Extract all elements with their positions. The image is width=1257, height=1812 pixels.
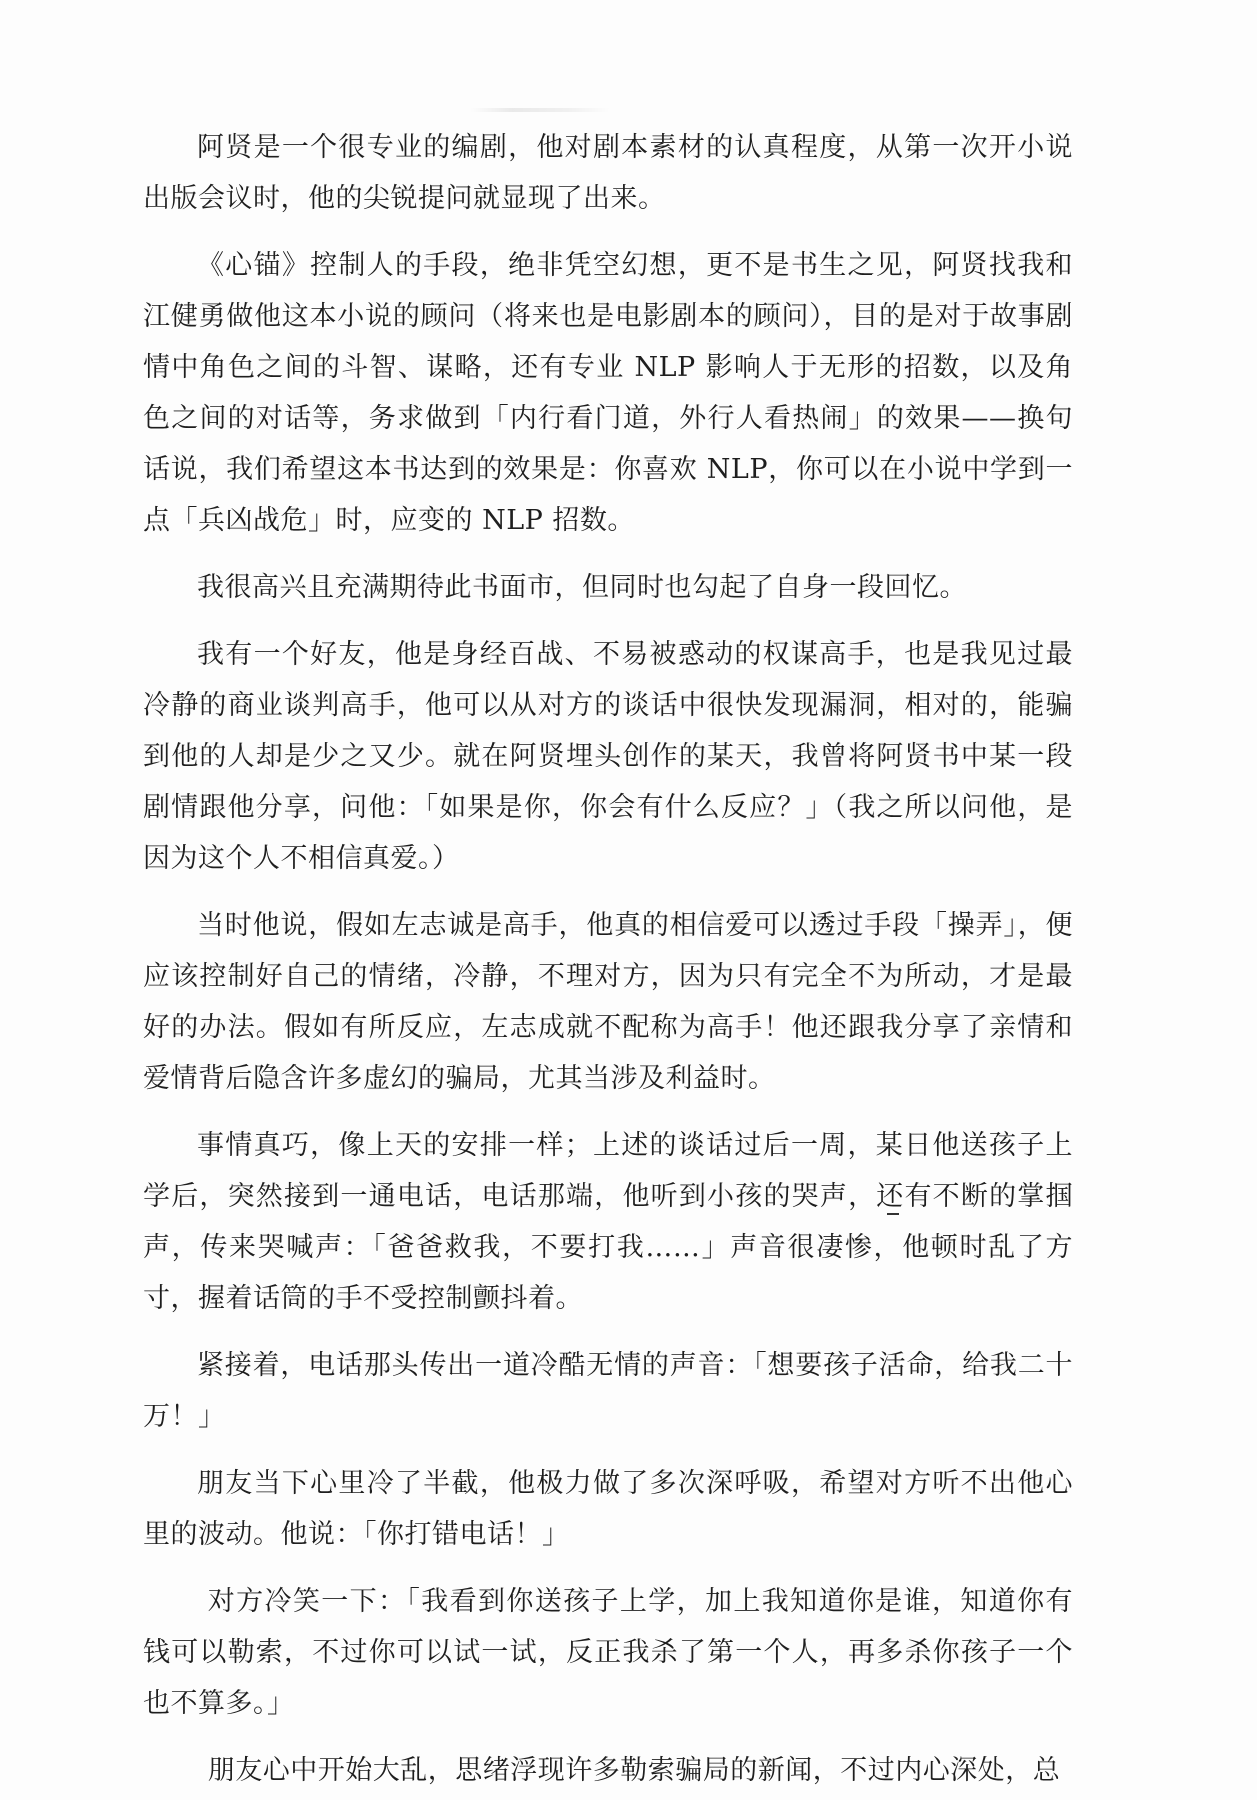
scan-artifact xyxy=(470,108,610,112)
paragraph: 朋友当下心里冷了半截，他极力做了多次深呼吸，希望对方听不出他心里的波动。他说：「你打错电话！」 xyxy=(143,1468,1073,1550)
paragraph: 我有一个好友，他是身经百战、不易被惑动的权谋高手，也是我见过最冷静的商业谈判高手，他可以从对方的谈话中很快发现漏洞，相对的，能骗到他的人却是少之又少。就在阿贤埋头创作的某天，我曾将阿贤书中某一段剧情跟他分享，问他：「如果是你，你会有什么反应？」（我之所以问他，是因为这个人不相信真爱。） xyxy=(143,639,1073,874)
paragraph: 当时他说，假如左志诚是高手，他真的相信爱可以透过手段「操弄」，便应该控制好自己的情绪，冷静，不理对方，因为只有完全不为所动，才是最好的办法。假如有所反应，左志成就不配称为高手！他还跟我分享了亲情和爱情背后隐含许多虚幻的骗局，尤其当涉及利益时。 xyxy=(143,910,1073,1094)
body-text xyxy=(143,122,1073,1812)
paragraph: 对方冷笑一下：「我看到你送孩子上学，加上我知道你是谁，知道你有钱可以勒索，不过你可以试一试，反正我杀了第一个人，再多杀你孩子一个也不算多。」 xyxy=(143,1586,1073,1719)
scan-artifact xyxy=(887,1213,899,1215)
paragraph: 《心锚》控制人的手段，绝非凭空幻想，更不是书生之见，阿贤找我和江健勇做他这本小说的顾问（将来也是电影剧本的顾问），目的是对于故事剧情中角色之间的斗智、谋略，还有专业 NLP 影响人于无形的招数，以及角色之间的对话等，务求做到「内行看门道，外行人看热闹」的效果——换句话说，我们希望这本书达到的效果是：你喜欢 NLP，你可以在小说中学到一点「兵凶战危」时，应变的 NLP 招数。 xyxy=(143,250,1073,536)
paragraph: 事情真巧，像上天的安排一样；上述的谈话过后一周，某日他送孩子上学后，突然接到一通电话，电话那端，他听到小孩的哭声，还有不断的掌掴声，传来哭喊声：「爸爸救我，不要打我……」声音很凄惨，他顿时乱了方寸，握着话筒的手不受控制颤抖着。 xyxy=(143,1130,1073,1314)
paragraph: 阿贤是一个很专业的编剧，他对剧本素材的认真程度，从第一次开小说出版会议时，他的尖锐提问就显现了出来。 xyxy=(143,132,1073,214)
paragraph: 紧接着，电话那头传出一道冷酷无情的声音：「想要孩子活命，给我二十万！」 xyxy=(143,1350,1073,1432)
paragraph: 朋友心中开始大乱，思绪浮现许多勒索骗局的新闻，不过内心深处，总 xyxy=(207,1755,1061,1786)
paragraph: 我很高兴且充满期待此书面市，但同时也勾起了自身一段回忆。 xyxy=(197,572,967,603)
